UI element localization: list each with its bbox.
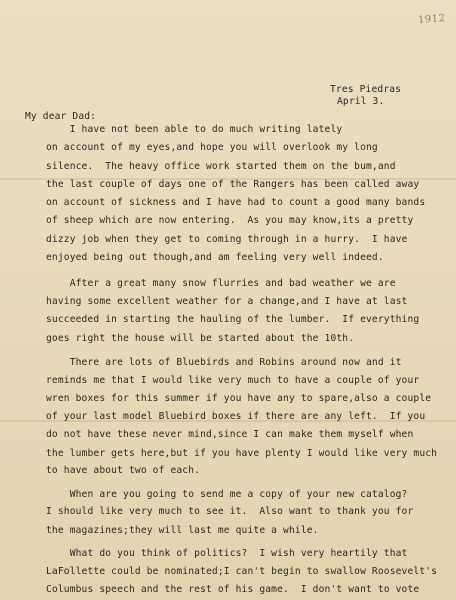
- year-annotation: 1912: [417, 13, 446, 26]
- letter-place: Tres Piedras: [330, 84, 402, 95]
- body-line: enjoyed being out though,and am feeling very well indeed.: [46, 252, 384, 263]
- body-line: Columbus speech and the rest of his game. I don't want to vote: [46, 584, 420, 595]
- body-line: do not have these never mind,since I can make them myself when: [46, 429, 414, 440]
- body-line: of sheep which are now entering. As you may know,its a pretty: [46, 215, 414, 226]
- body-line: dizzy job when they get to coming through in a hurry. I have: [46, 234, 408, 245]
- body-line: When are you going to send me a copy of your new catalog?: [46, 489, 408, 500]
- body-line: goes right the house will be started about the 10th.: [46, 333, 355, 344]
- letter-date: April 3.: [337, 96, 385, 107]
- body-line: on account of sickness and I have had to count a good many bands: [46, 197, 426, 208]
- body-line: What do you think of politics? I wish very heartily that: [46, 548, 408, 559]
- body-line: having some excellent weather for a change,and I have at last: [46, 296, 408, 307]
- body-line: LaFollette could be nominated;I can't begin to swallow Roosevelt's: [46, 566, 438, 577]
- body-line: After a great many snow flurries and bad weather we are: [46, 278, 396, 289]
- body-line: wren boxes for this summer if you have any to spare,also a couple: [46, 393, 432, 404]
- body-line: I have not been able to do much writing lately: [46, 124, 343, 135]
- body-line: the magazines;they will last me quite a while.: [46, 525, 319, 536]
- body-line: the lumber gets here,but if you have plenty I would like very much: [46, 448, 438, 459]
- salutation: My dear Dad:: [25, 111, 97, 122]
- body-line: on account of my eyes,and hope you will overlook my long: [46, 142, 378, 153]
- body-line: There are lots of Bluebirds and Robins around now and it: [46, 357, 402, 368]
- body-line: the last couple of days one of the Rangers has been called away: [46, 179, 420, 190]
- body-line: reminds me that I would like very much to have a couple of your: [46, 375, 420, 386]
- body-line: of your last model Bluebird boxes if there are any left. If you: [46, 411, 426, 422]
- body-line: to have about two of each.: [46, 465, 201, 476]
- body-line: succeeded in starting the hauling of the lumber. If everything: [46, 314, 420, 325]
- body-line: I should like very much to see it. Also want to thank you for: [46, 506, 414, 517]
- body-line: silence. The heavy office work started them on the bum,and: [46, 161, 396, 172]
